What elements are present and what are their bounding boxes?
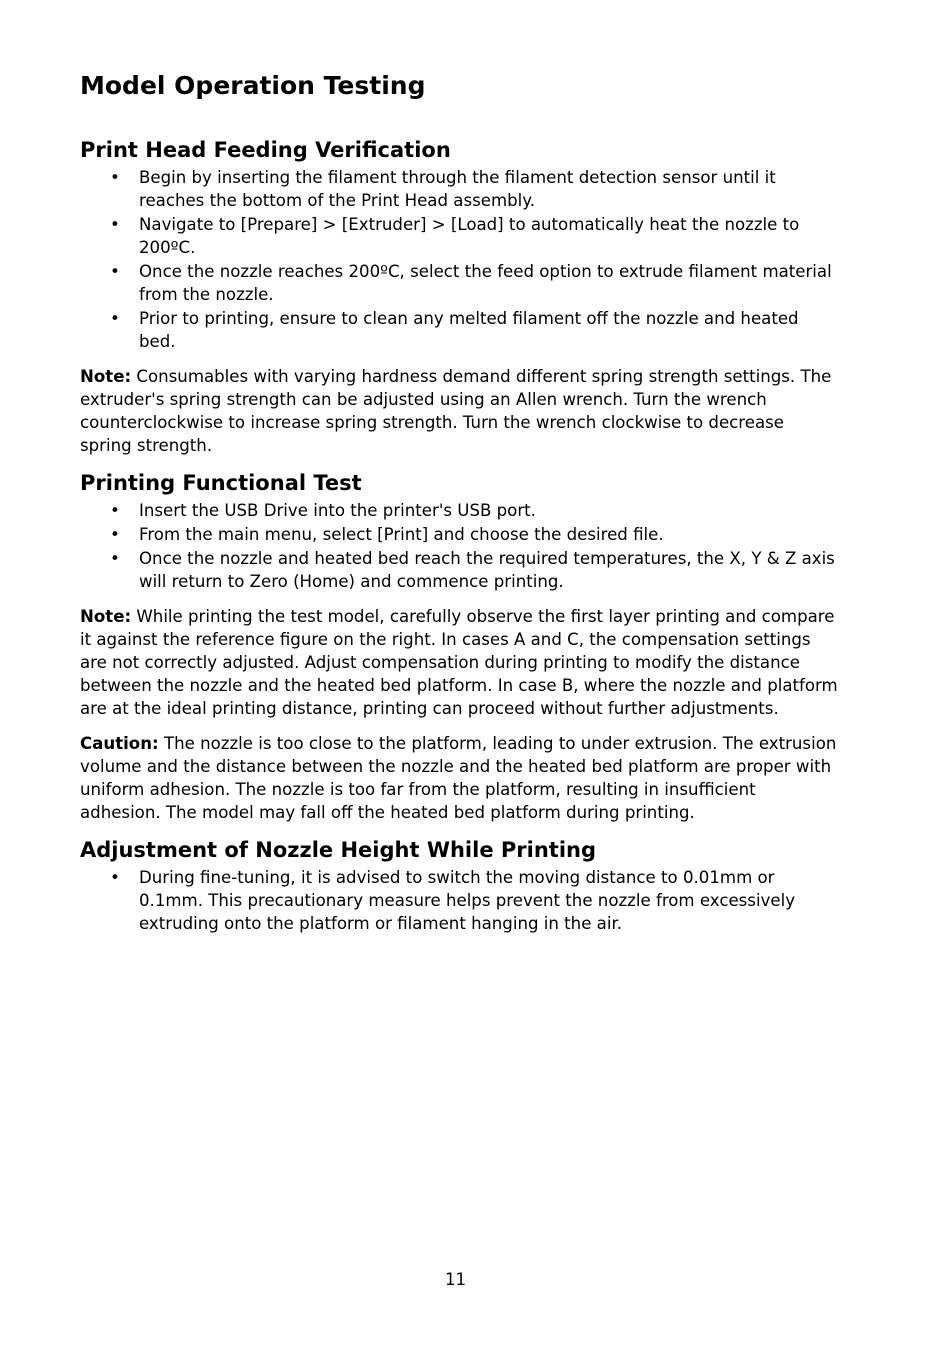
caution-text: The nozzle is too close to the platform, leading to under extrusion. The extrusion volume and the distance between the nozzle and the heated bed platform are proper with uniform adhesion. The nozzle is too far from the platform, resulting in insufficient adhesion. The model may fall off the heated bed platform during printing. [80, 734, 837, 822]
list-item: • Once the nozzle and heated bed reach the required temperatures, the X, Y & Z axis will return to Zero (Home) and commence printing. [110, 549, 835, 591]
list-item: • Prior to printing, ensure to clean any melted filament off the nozzle and heated bed. [110, 309, 799, 351]
bullet-list-printing-functional-test [80, 499, 840, 593]
note-paragraph-first-layer [80, 605, 840, 720]
bullet-list-nozzle-height [80, 866, 840, 935]
list-item: • Insert the USB Drive into the printer's USB port. [110, 501, 536, 520]
section-heading-printing-functional-test: Printing Functional Test [80, 471, 362, 495]
document-page [80, 68, 840, 936]
list-item: • From the main menu, select [Print] and choose the desired file. [110, 525, 664, 544]
section-heading-print-head-feeding: Print Head Feeding Verification [80, 138, 451, 162]
bullet-list-print-head-feeding [80, 166, 840, 353]
bullet-icon: • [110, 868, 120, 887]
bullet-icon: • [110, 549, 120, 568]
list-item: • Once the nozzle reaches 200ºC, select the feed option to extrude filament material from the nozzle. [110, 262, 832, 304]
page-title: Model Operation Testing [80, 71, 426, 100]
bullet-icon: • [110, 525, 120, 544]
bullet-icon: • [110, 215, 120, 234]
bullet-icon: • [110, 501, 120, 520]
list-item: • Navigate to [Prepare] > [Extruder] > [Load] to automatically heat the nozzle to 200ºC. [110, 215, 800, 257]
caution-label: Caution: [80, 734, 159, 753]
note-text: While printing the test model, carefully observe the first layer printing and compare it against the reference figure on the right. In cases A and C, the compensation settings are not correctly adjusted. Adjust compensation during printing to modify the distance between the nozzle and the heated bed platform. In case B, where the nozzle and platform are at the ideal printing distance, printing can proceed without further adjustments. [80, 607, 838, 718]
note-label: Note: [80, 367, 132, 386]
bullet-icon: • [110, 309, 120, 328]
note-text: Consumables with varying hardness demand different spring strength settings. The extruder's spring strength can be adjusted using an Allen wrench. Turn the wrench counterclockwise to increase spring strength. Turn the wrench clockwise to decrease spring strength. [80, 367, 832, 455]
note-paragraph-spring-strength [80, 365, 840, 457]
list-item: • Begin by inserting the filament through the filament detection sensor until it reaches the bottom of the Print Head assembly. [110, 168, 776, 210]
list-item: • During fine-tuning, it is advised to switch the moving distance to 0.01mm or 0.1mm. This precautionary measure helps prevent the nozzle from excessively extruding onto the platform or filament hanging in the air. [110, 868, 796, 933]
caution-paragraph [80, 732, 840, 824]
bullet-icon: • [110, 262, 120, 281]
note-label: Note: [80, 607, 132, 626]
page-number: 11 [444, 1270, 467, 1289]
section-heading-nozzle-height: Adjustment of Nozzle Height While Printing [80, 838, 596, 862]
bullet-icon: • [110, 168, 120, 187]
